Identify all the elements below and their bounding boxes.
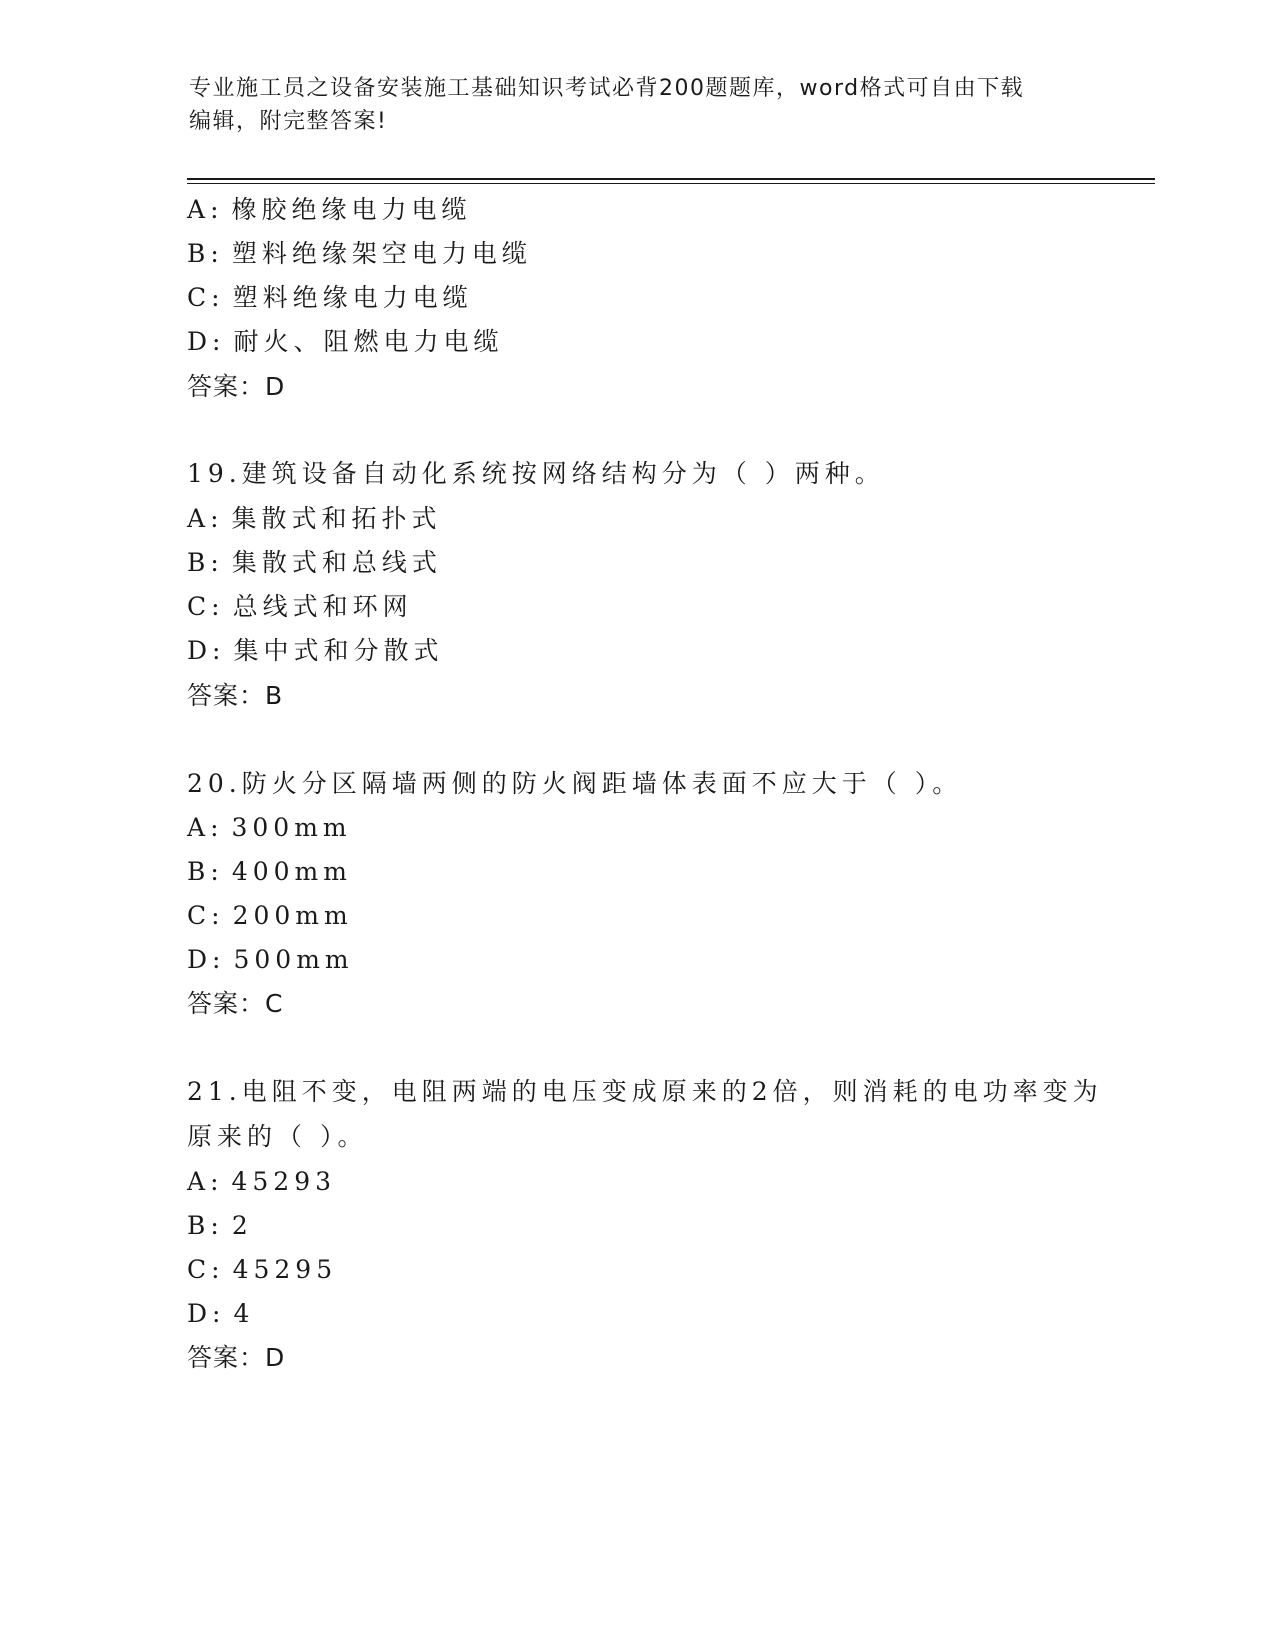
q21-stem-line-2: 原来的（ ）。 — [187, 1122, 368, 1151]
q20-stem: 20.防火分区隔墙两侧的防火阀距墙体表面不应大于（ ）。 — [187, 769, 963, 798]
q18-option-d: D: 耐火、阻燃电力电缆 — [187, 327, 504, 356]
q19-stem: 19.建筑设备自动化系统按网络结构分为（ ）两种。 — [187, 459, 885, 488]
header-title-line-2: 编辑，附完整答案! — [189, 109, 388, 134]
q21-stem-line-1: 21.电阻不变，电阻两端的电压变成原来的2倍，则消耗的电功率变为 — [187, 1077, 1103, 1106]
q18-answer: 答案：D — [187, 372, 286, 401]
q21-option-c: C: 45295 — [187, 1255, 338, 1284]
q20-option-d: D: 500mm — [187, 945, 354, 974]
q19-option-a: A: 集散式和拓扑式 — [187, 504, 442, 533]
q21-option-a: A: 45293 — [187, 1167, 337, 1196]
q19-answer: 答案：B — [187, 681, 284, 710]
q20-option-b: B: 400mm — [187, 857, 352, 886]
q20-option-a: A: 300mm — [187, 813, 352, 842]
q21-answer: 答案：D — [187, 1343, 286, 1372]
q19-option-c: C: 总线式和环网 — [187, 592, 413, 621]
header-divider-thin — [187, 183, 1155, 184]
document-header — [189, 72, 1069, 138]
q20-option-c: C: 200mm — [187, 901, 353, 930]
q18-option-a: A: 橡胶绝缘电力电缆 — [187, 195, 472, 224]
q18-option-c: C: 塑料绝缘电力电缆 — [187, 283, 473, 312]
q19-option-b: B: 集散式和总线式 — [187, 548, 442, 577]
header-divider-thick — [187, 178, 1155, 180]
header-title-line-1: 专业施工员之设备安装施工基础知识考试必背200题题库，word格式可自由下载 — [189, 76, 1025, 101]
q18-option-b: B: 塑料绝缘架空电力电缆 — [187, 239, 532, 268]
q21-option-b: B: 2 — [187, 1211, 253, 1240]
q19-option-d: D: 集中式和分散式 — [187, 636, 444, 665]
q20-answer: 答案：C — [187, 989, 284, 1018]
q21-option-d: D: 4 — [187, 1299, 255, 1328]
